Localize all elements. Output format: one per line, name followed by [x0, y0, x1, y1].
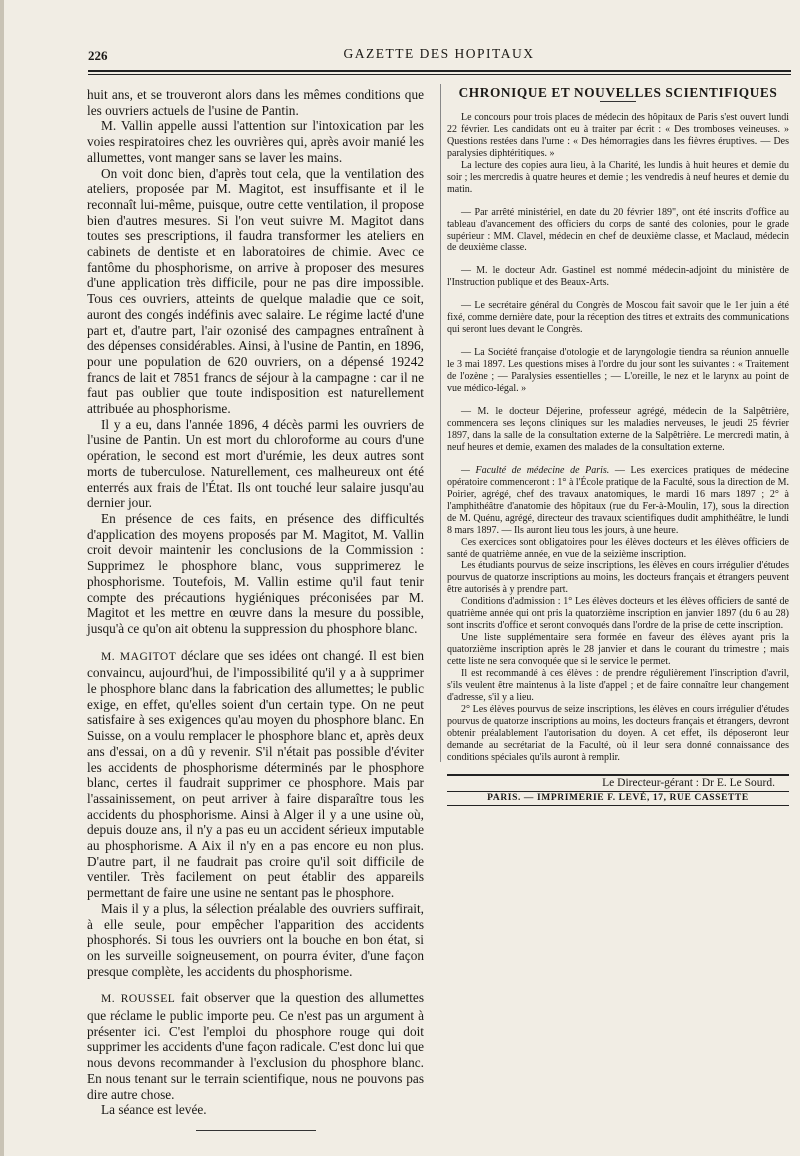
- news-item: Conditions d'admission : 1° Les élèves docteurs et les élèves officiers de santé de quatrième année qui ont pris la quatorzième inscription en janvier 1897 (du 6 au 28) sont inscrits d'office et seront convoqués dans l'ordre de la prise de cette inscription.: [447, 596, 789, 632]
- footer-rule-thick: [447, 774, 789, 776]
- speaker-text: déclare que ses idées ont changé. Il est bien convaincu, aujourd'hui, de l'impossibilité qu'il y a à supprimer le phosphore blanc dans la fabrication des allumettes; le public exige, en effet, qu'elles soient d'un certain type. On ne peut satisfaire à ses exigences qu'au moyen du phosphore blanc. En Suisse, on a voulu remplacer le phosphore blanc et, après deux ans d'essai, on a dû y revenir. S'il n'était pas possible d'éviter les accidents de phosphorisme déterminés par le phosphore blanc, certes il faudrait supprimer ce phosphore. Mais par l'assainissement, on peut arriver à faire disparaître tous les accidents du phosphorisme. Ainsi à Alger il y a une usine où, depuis douze ans, il n'y a pas eu un accident sérieux imputable au phosphorisme. A Aix il n'y en a pas encore eu non plus. D'autre part, il ne faudrait pas croire qu'il soit difficile de ventiler. Très facilement on peut établir des appareils permettant de faire une usine ne sentant pas le phosphore.: [87, 647, 424, 901]
- paragraph-speaker: [87, 990, 424, 1102]
- footer: [447, 774, 789, 806]
- journal-title: GAZETTE DES HOPITAUX: [343, 46, 535, 61]
- paragraph: La séance est levée.: [101, 1102, 207, 1118]
- footer-rule-thin: [447, 791, 789, 792]
- paragraph-speaker: [87, 648, 424, 901]
- gerant-line: Le Directeur-gérant : Dr E. Le Sourd.: [602, 777, 775, 789]
- paragraph: On voit donc bien, d'après tout cela, que la ventilation des ateliers, proposée par M. Magitot, est insuffisante et il le reconnaît lui-même, puisque, outre cette ventilation, il propose bien d'autres mesures. Si l'on veut suivre M. Magitot dans toutes ses prescriptions, il faudra transformer les ateliers en cabinets de dentiste et en laboratoires de chimie. Avec ce fantôme du phosphorisme, on arrive à proposer des mesures d'une application très difficile, pour ne pas dire impossible. Tous ces ouvriers, atteints de quelque maladie que ce soit, auront des congés indéfinis avec salaire. Le régime lacté d'une part et, d'autre part, l'air ozonisé des campagnes entraînent à des dépenses considérables. Ainsi, à l'usine de Pantin, en 1896, pour une population de 620 ouvriers, on a dépensé 19242 francs de lait et 7851 francs de séjour à la campagne : car il ne faut pas oublier que toute indisposition est naturellement attribuée au phosphorisme.: [87, 165, 424, 417]
- header-rule-thick: [88, 70, 791, 72]
- news-item: — M. le docteur Adr. Gastinel est nommé médecin-adjoint du ministère de l'Instruction publique et des Beaux-Arts.: [447, 265, 789, 289]
- right-column: [447, 87, 789, 764]
- news-item: Une liste supplémentaire sera formée en faveur des élèves ayant pris la quatorzième inscription après le 28 janvier et dans le courant du trimestre ; mais cette liste ne sera convoquée que si le service le permet.: [447, 632, 789, 668]
- imprimerie-line: PARIS. — IMPRIMERIE F. LEVÉ, 17, RUE CASSETTE: [487, 793, 749, 803]
- news-item: — La Société française d'otologie et de laryngologie tiendra sa réunion annuelle le 3 mai 1897. Les questions mises à l'ordre du jour sont les suivantes : « Traitement de l'ozène ; — Paralysies essentielles ; — L'oreille, le nez et le larynx au point de vue médico-légal. »: [447, 347, 789, 395]
- column-divider: [440, 84, 441, 762]
- section-end-rule: [196, 1130, 316, 1131]
- paragraph: En présence de ces faits, en présence des difficultés d'application des moyens proposés par M. Magitot, M. Vallin croit devoir maintenir les conclusions de la Commission : Supprimez le phosphore blanc, vous supprimerez le phosphorisme. Toutefois, M. Vallin estime qu'il faut tenir compte des précautions hygiéniques préconisées par M. Magitot et les mettre en œuvre dans la mesure du possible, jusqu'à ce qu'on ait obtenu la suppression du phosphore blanc.: [87, 510, 424, 636]
- speaker-name: M. ROUSSEL: [101, 993, 176, 1006]
- footer-rule-bottom: [447, 805, 789, 806]
- news-item: 2° Les élèves pourvus de seize inscriptions, les élèves en cours irrégulier d'études pourvus de quatorze inscriptions au moins, les docteurs français et étrangers, devront obtenir préalablement l'autorisation du doyen. A cet effet, ils déposeront leur demande au secrétariat de la Faculté, où il leur sera donné connaissance des conditions spéciales qu'ils auront à remplir.: [447, 703, 789, 763]
- page-header: [88, 46, 790, 66]
- news-item: [447, 465, 789, 537]
- news-item: — Le secrétaire général du Congrès de Moscou fait savoir que le 1er juin a été fixé, comme dernière date, pour la réception des titres et extraits des communications qui seront lues devant le Congrès.: [447, 300, 789, 336]
- page-edge-shadow: [0, 0, 4, 1156]
- header-rule-thin: [88, 74, 791, 75]
- news-item: — M. le docteur Déjerine, professeur agrégé, médecin de la Salpêtrière, commencera ses leçons cliniques sur les maladies nerveuses, le jeudi 25 février 1897, dans la salle de la consultation externe de la Salpêtrière. Le mercredi matin, à neuf heures et demie, examen des malades de la consultation externe.: [447, 406, 789, 453]
- paragraph: huit ans, et se trouveront alors dans les mêmes conditions que les ouvriers actuels de l'usine de Pantin.: [87, 87, 424, 118]
- paragraph: Mais il y a plus, la sélection préalable des ouvriers suffirait, à elle seule, pour empêcher l'apparition des accidents phosphorés. Si tous les ouvriers ont la bouche en bon état, si on les surveille soigneusement, on pourra éviter, d'une façon presque complète, les accidents du phosphorisme.: [87, 900, 424, 979]
- news-item: Ces exercices sont obligatoires pour les élèves docteurs et les élèves officiers de santé de quatrième année, en vue de la seizième inscription.: [447, 536, 789, 560]
- title-underline: [600, 101, 636, 102]
- news-item: Les étudiants pourvus de seize inscriptions, les élèves en cours irrégulier d'études pourvus de quatorze inscriptions au moins, les docteurs français et étrangers peuvent être autorisés à y prendre part.: [447, 560, 789, 596]
- speaker-text: fait observer que la question des allumettes que réclame le public importe peu. Ce n'est pas un argument à présenter ici. C'est l'emploi du phosphore rouge qui doit supprimer les accidents d'une façon radicale. C'est donc lui que nous devons recommander à l'exclusion du phosphore blanc. En nous tenant sur le terrain scientifique, nous ne pouvons pas dire autre chose.: [87, 990, 424, 1102]
- news-item: La lecture des copies aura lieu, à la Charité, les lundis à huit heures et demie du soir ; les mercredis à quatre heures et demie ; les vendredis à neuf heures et demie du matin.: [447, 159, 789, 195]
- news-item: — Par arrêté ministériel, en date du 20 février 189", ont été inscrits d'office au tableau d'avancement des officiers du corps de santé des colonies, pour le grade supérieur : MM. Clavel, médecin en chef de deuxième classe, et Maclaud, médecin de deuxième classe.: [447, 206, 789, 254]
- paragraph: M. Vallin appelle aussi l'attention sur l'intoxication par les voies respiratoires chez les ouvrières qui, après avoir manié les allumettes, vont manger sans se laver les mains.: [87, 118, 424, 165]
- news-lead: — Faculté de médecine de Paris.: [461, 464, 610, 476]
- paragraph: Il y a eu, dans l'année 1896, 4 décès parmi les ouvriers de l'usine de Pantin. Un est mort du chloroforme au cours d'une opération, le second est mort d'urémie, les deux autres sont morts de tuberculose. Naturellement, ces malheureux ont été enterrés aux frais de l'État. Ils ont touché leur salaire jusqu'au dernier jour.: [87, 416, 424, 511]
- section-title: CHRONIQUE ET NOUVELLES SCIENTIFIQUES: [458, 85, 778, 100]
- left-column: [87, 87, 424, 1131]
- news-item: Il est recommandé à ces élèves : de prendre régulièrement l'inscription d'avril, s'ils veulent être maintenus à la liste d'appel ; et de faire connaître leur changement d'adresse, s'il y a lieu.: [447, 668, 789, 703]
- page-number: 226: [88, 48, 108, 63]
- speaker-name: M. MAGITOT: [101, 650, 177, 663]
- news-text: — Les exercices pratiques de médecine opératoire commenceront : 1° à l'École pratique de la Faculté, sous la direction de M. Poirier, agrégé, chef des travaux anatomiques, le mardi 16 mars 1897 ; 2° à l'amphithéâtre d'anatomie des hôpitaux (rue du Fer-à-Moulin, 17), sous la direction de M. Quénu, agrégé, directeur des travaux scientifiques dudit amphithéâtre, le lundi 8 mars 1897. — Ils auront lieu tous les jours, à une heure.: [447, 464, 789, 536]
- news-item: Le concours pour trois places de médecin des hôpitaux de Paris s'est ouvert lundi 22 février. Les candidats ont eu à traiter par écrit : « Des tromboses veineuses. » Questions restées dans l'urne : « Des hémorragies dans les fièvres éruptives. — Des paralysies diphtéritiques. »: [447, 111, 789, 159]
